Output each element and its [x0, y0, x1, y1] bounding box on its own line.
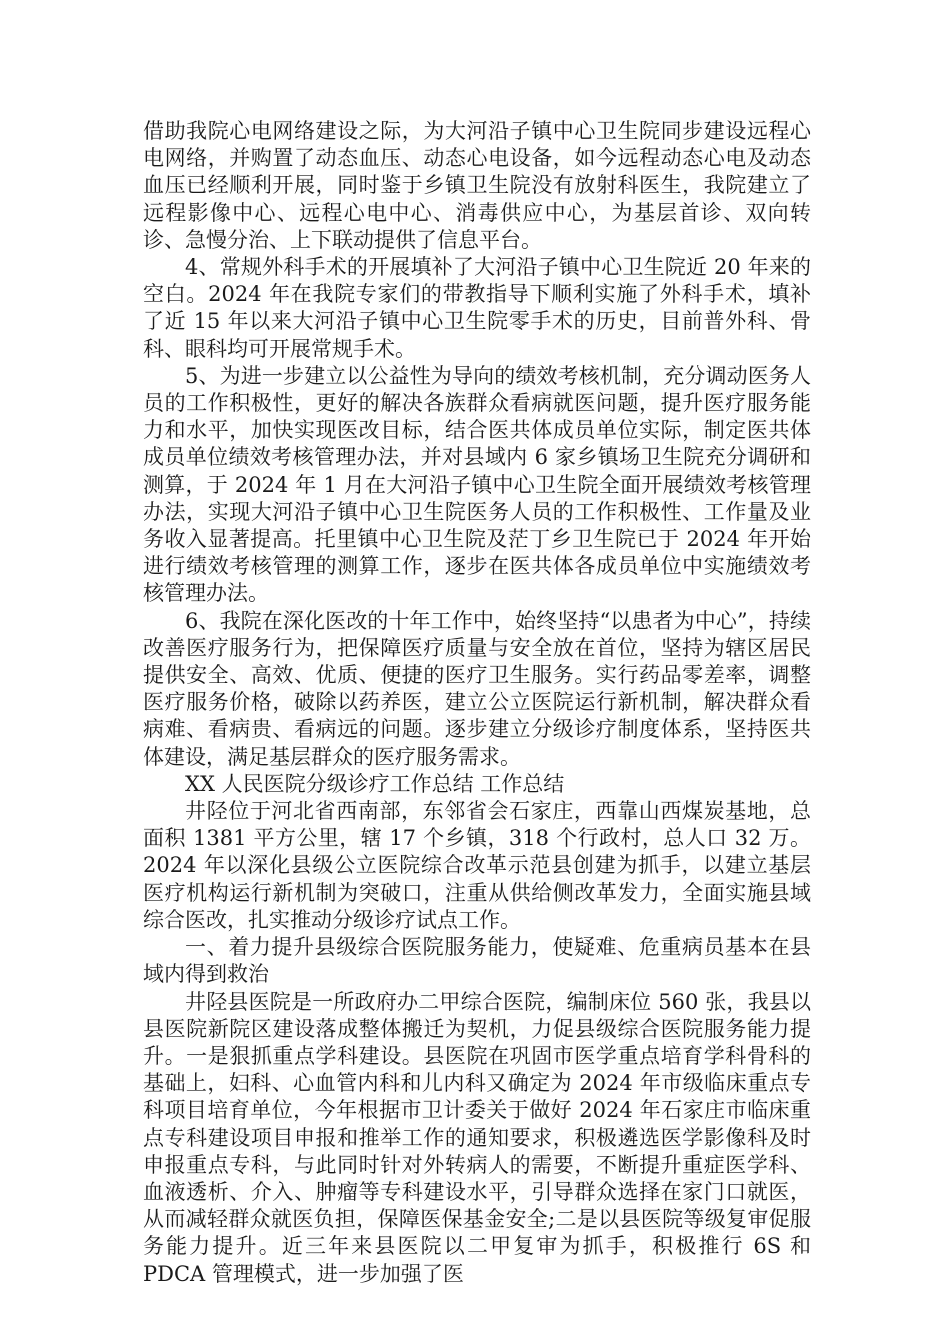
- paragraph-item-5: 5、为进一步建立以公益性为导向的绩效考核机制，充分调动医务人员的工作积极性，更好的解决各族群众看病就医问题，提升医疗服务能力和水平，加快实现医改目标，结合医共体成员单位实际，制定医共体成员单位绩效考核管理办法，并对县域内 6 家乡镇场卫生院充分调研和测算，于 2024 年 1 月在大河沿子镇中心卫生院全面开展绩效考核管理办法，实现大河沿子镇中心卫生院医务人员的工作积极性、工作量及业务收入显著提高。托里镇中心卫生院及茫丁乡卫生院已于 2024 年开始进行绩效考核管理的测算工作，逐步在医共体各成员单位中实施绩效考核管理办法。: [143, 363, 811, 606]
- paragraph-item-6: 6、我院在深化医改的十年工作中，始终坚持“以患者为中心”，持续改善医疗服务行为，把保障医疗质量与安全放在首位，坚持为辖区居民提供安全、高效、优质、便捷的医疗卫生服务。实行药品零差率，调整医疗服务价格，破除以药养医，建立公立医院运行新机制，解决群众看病难、看病贵、看病远的问题。逐步建立分级诊疗制度体系，坚持医共体建设，满足基层群众的医疗服务需求。: [143, 608, 811, 769]
- document-page: [143, 118, 811, 1288]
- paragraph-county-hospital: 井陉县医院是一所政府办二甲综合医院，编制床位 560 张，我县以县医院新院区建设落成整体搬迁为契机，力促县级综合医院服务能力提升。一是狠抓重点学科建设。县医院在巩固市医学重点培育学科骨科的基础上，妇科、心血管内科和儿内科又确定为 2024 年市级临床重点专科项目培育单位，今年根据市卫计委关于做好 2024 年石家庄市临床重点专科建设项目申报和推举工作的通知要求，积极遴选医学影像科及时申报重点专科，与此同时针对外转病人的需要，不断提升重症医学科、血液透析、介入、肿瘤等专科建设水平，引导群众选择在家门口就医，从而减轻群众就医负担，保障医保基金安全;二是以县医院等级复审促服务能力提升。近三年来县医院以二甲复审为抓手，积极推行 6S 和 PDCA 管理模式，进一步加强了医: [143, 989, 811, 1286]
- section-heading-one: 一、着力提升县级综合医院服务能力，使疑难、危重病员基本在县域内得到救治: [143, 935, 811, 987]
- paragraph-item-4: 4、常规外科手术的开展填补了大河沿子镇中心卫生院近 20 年来的空白。2024 年在我院专家们的带教指导下顺利实施了外科手术，填补了近 15 年以来大河沿子镇中心卫生院零手术的历史，目前普外科、骨科、眼科均可开展常规手术。: [143, 255, 811, 361]
- paragraph-remote-network: 借助我院心电网络建设之际，为大河沿子镇中心卫生院同步建设远程心电网络，并购置了动态血压、动态心电设备，如今远程动态心电及动态血压已经顺利开展，同时鉴于乡镇卫生院没有放射科医生，我院建立了远程影像中心、远程心电中心、消毒供应中心，为基层首诊、双向转诊、急慢分治、上下联动提供了信息平台。: [143, 119, 811, 252]
- section-title: XX 人民医院分级诊疗工作总结 工作总结: [185, 771, 565, 796]
- paragraph-jingxing-intro: 井陉位于河北省西南部，东邻省会石家庄，西靠山西煤炭基地，总面积 1381 平方公里，辖 17 个乡镇，318 个行政村，总人口 32 万。2024 年以深化县级公立医院综合改革示范县创建为抓手，以建立基层医疗机构运行新机制为突破口，注重从供给侧改革发力，全面实施县域综合医改，扎实推动分级诊疗试点工作。: [143, 799, 811, 932]
